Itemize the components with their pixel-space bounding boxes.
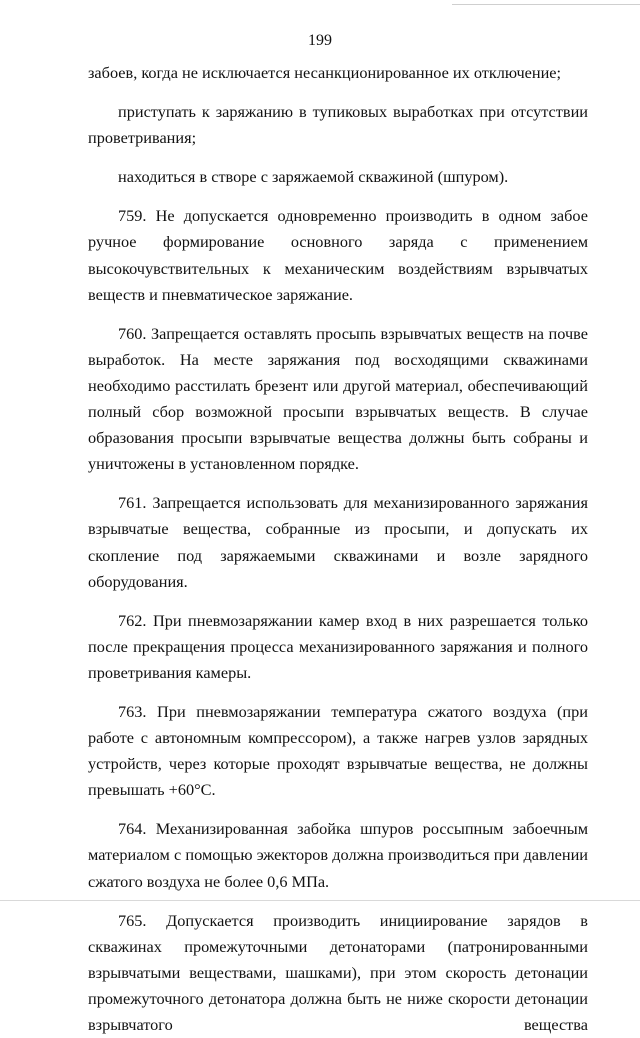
- paragraph-list-item: находиться в створе с заряжаемой скважиной (шпуром).: [118, 167, 509, 187]
- paragraph-763: 763. При пневмозаряжании температура сжатого воздуха (при работе с автономным компрессором), а также нагрев узлов зарядных устройств, через которые проходят взрывчатые вещества, не должны превышать +60°С.: [88, 701, 588, 800]
- scan-edge-bottom: [0, 900, 640, 901]
- paragraph-759: 759. Не допускается одновременно производить в одном забое ручное формирование основного заряда с применением высокочувствительных к механическим воздействиям взрывчатых веществ и пневматическое заряжание.: [88, 206, 588, 304]
- paragraph-765: 765. Допускается производить инициирование зарядов в скважинах промежуточными детонаторами (патронированными взрывчатыми веществами, шашками), при этом скорость детонации промежуточного детонатора должна быть не ниже скорости детонации взрывчатого вещества: [88, 910, 588, 1034]
- paragraph-761: 761. Запрещается использовать для механизированного заряжания взрывчатые вещества, собранные из просыпи, и допускать их скопление под заряжаемыми скважинами и возле зарядного оборудования.: [88, 493, 588, 591]
- paragraph-760: 760. Запрещается оставлять просыпь взрывчатых веществ на почве выработок. На месте заряжания под восходящими скважинами необходимо расстилать брезент или другой материал, обеспечивающий полный сбор возможной просыпи взрывчатых веществ. В случае образования просыпи взрывчатые вещества должны быть собраны и уничтожены в установленном порядке.: [88, 323, 588, 474]
- page-body: [88, 60, 588, 1038]
- page-number: 199: [308, 32, 332, 49]
- scan-edge-top: [452, 4, 640, 5]
- paragraph-764: 764. Механизированная забойка шпуров россыпным забоечным материалом с помощью эжекторов должна производиться при давлении сжатого воздуха не более 0,6 МПа.: [88, 819, 588, 891]
- paragraph-762: 762. При пневмозаряжании камер вход в них разрешается только после прекращения процесса механизированного заряжания и полного проветривания камеры.: [88, 610, 588, 682]
- paragraph-list-item: приступать к заряжанию в тупиковых выработках при отсутствии проветривания;: [88, 102, 588, 148]
- paragraph-continuation: забоев, когда не исключается несанкционированное их отключение;: [88, 63, 562, 82]
